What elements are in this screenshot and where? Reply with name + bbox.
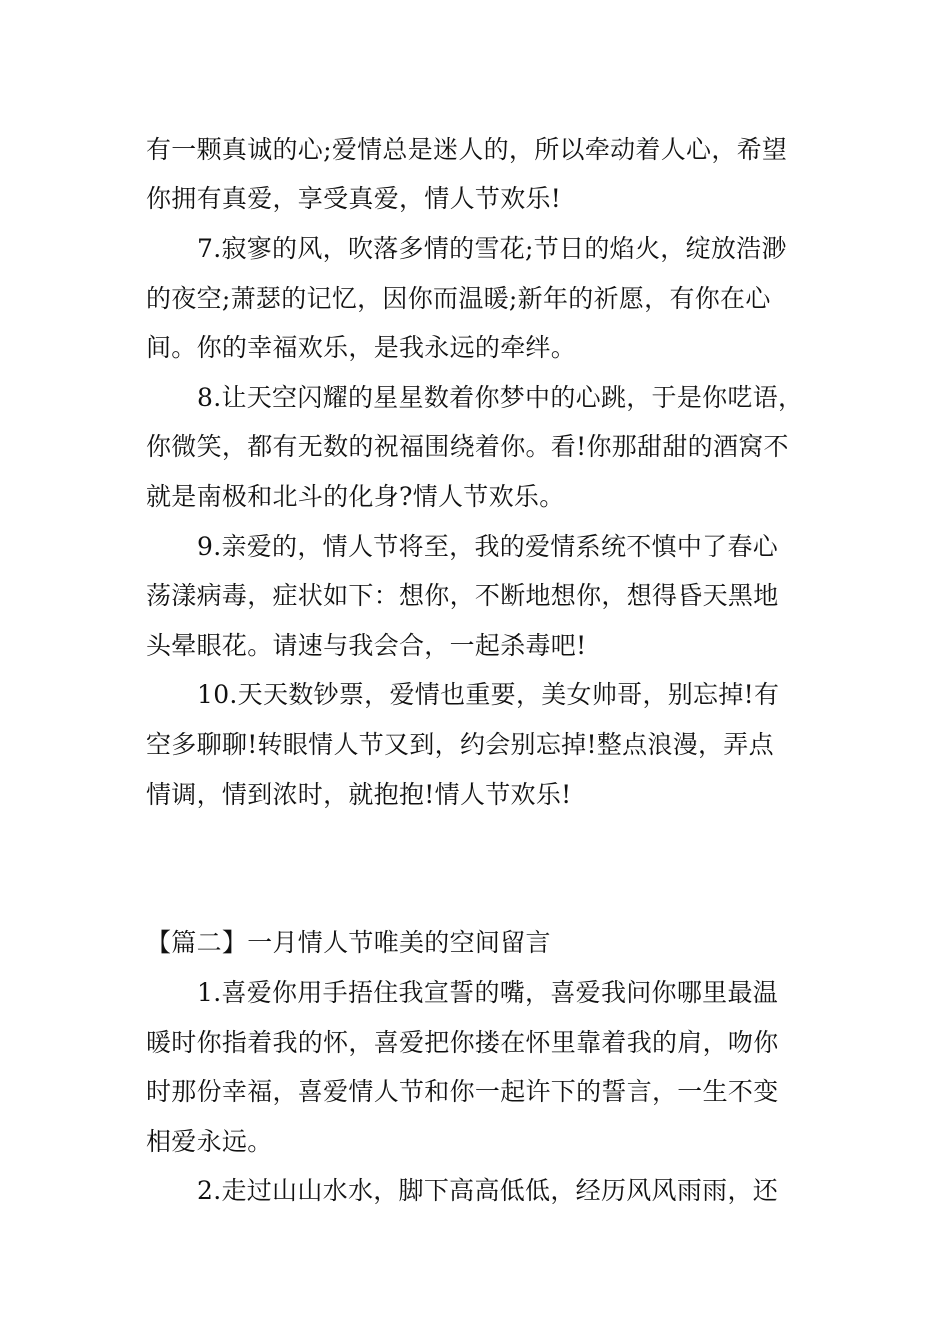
section-heading: 【篇二】一月情人节唯美的空间留言 bbox=[146, 928, 551, 957]
paragraph-line: 就是南极和北斗的化身?情人节欢乐。 bbox=[146, 482, 565, 511]
paragraph-line: 10.天天数钞票，爱情也重要，美女帅哥，别忘掉!有 bbox=[197, 680, 780, 709]
paragraph-line: 的夜空;萧瑟的记忆，因你而温暖;新年的祈愿，有你在心 bbox=[146, 284, 771, 313]
paragraph-line: 情调，情到浓时，就抱抱!情人节欢乐! bbox=[146, 780, 572, 809]
paragraph-line: 有一颗真诚的心;爱情总是迷人的，所以牵动着人心，希望 bbox=[146, 135, 788, 164]
paragraph-line: 7.寂寥的风，吹落多情的雪花;节日的焰火，绽放浩渺 bbox=[197, 234, 787, 263]
paragraph-line: 间。你的幸福欢乐，是我永远的牵绊。 bbox=[146, 333, 577, 362]
paragraph-line: 2.走过山山水水，脚下高高低低，经历风风雨雨，还 bbox=[197, 1176, 779, 1205]
paragraph-line: 空多聊聊!转眼情人节又到，约会别忘掉!整点浪漫，弄点 bbox=[146, 730, 774, 759]
paragraph-line: 相爱永远。 bbox=[146, 1127, 273, 1156]
paragraph-line: 头晕眼花。请速与我会合，一起杀毒吧! bbox=[146, 631, 587, 660]
paragraph-line: 你拥有真爱，享受真爱，情人节欢乐! bbox=[146, 184, 562, 213]
paragraph-line: 时那份幸福，喜爱情人节和你一起许下的誓言，一生不变 bbox=[146, 1077, 779, 1106]
paragraph-line: 暖时你指着我的怀，喜爱把你搂在怀里靠着我的肩，吻你 bbox=[146, 1028, 779, 1057]
paragraph-line: 9.亲爱的，情人节将至，我的爱情系统不慎中了春心 bbox=[197, 532, 779, 561]
paragraph-line: 8.让天空闪耀的星星数着你梦中的心跳，于是你呓语， bbox=[197, 383, 804, 412]
paragraph-line: 你微笑，都有无数的祝福围绕着你。看!你那甜甜的酒窝不 bbox=[146, 432, 789, 461]
paragraph-line: 荡漾病毒，症状如下：想你，不断地想你，想得昏天黑地 bbox=[146, 581, 779, 610]
paragraph-line: 1.喜爱你用手捂住我宣誓的嘴，喜爱我问你哪里最温 bbox=[197, 978, 779, 1007]
